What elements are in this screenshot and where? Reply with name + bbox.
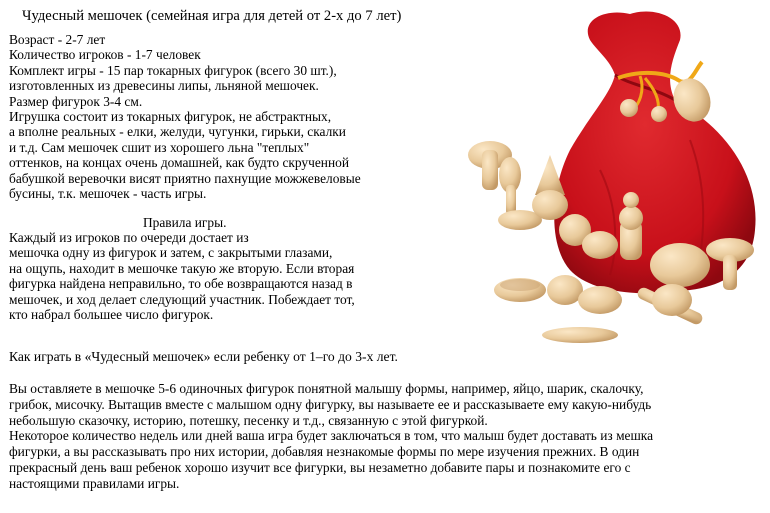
info-line: и т.д. Сам мешочек сшит из хорошего льна "теплых" <box>9 139 310 155</box>
info-line: бабушкой веревочки висят приятно пахнущие можжевеловые <box>9 170 361 186</box>
rules-line: Каждый из игроков по очереди достает из <box>9 230 249 245</box>
info-line: Количество игроков - 1-7 человек <box>9 47 201 63</box>
instruction-line: грибок, мисочку. Вытащив вместе с малышом одну фигурку, вы называете ее и рассказываете ему какую-нибудь <box>9 396 652 412</box>
instruction-line: фигурки, а вы рассказывать про них истории, добавляя незнакомые формы по мере изучения прежних. В один <box>9 444 640 460</box>
game-info <box>9 32 361 201</box>
rules-line: мешочка одну из фигурок и затем, с закрытыми глазами, <box>9 245 333 261</box>
info-line: бусины, т.к. мешочек - часть игры. <box>9 186 207 202</box>
instruction-line: прекрасный день ваш ребенок хорошо изучит все фигурки, вы незаметно добавите пары и познакомите его с <box>9 459 631 475</box>
page-title: Чудесный мешочек (семейная игра для детей от 2-х до 7 лет) <box>22 8 402 24</box>
info-line: Комплект игры - 15 пар токарных фигурок (всего 30 шт.), <box>9 62 337 78</box>
rules-line: на ощупь, находит в мешочке такую же вторую. Если вторая <box>9 260 355 276</box>
product-photo <box>440 0 770 350</box>
info-line: Возраст - 2-7 лет <box>9 32 106 47</box>
info-line: а вполне реальных - елки, желуди, чугунки, гирьки, скалки <box>9 124 346 140</box>
instruction-line: настоящими правилами игры. <box>9 475 180 491</box>
instruction-line: Вы оставляете в мешочке 5-6 одиночных фигурок понятной малышу формы, например, яйцо, шарик, скалочку, <box>9 381 644 396</box>
instruction-line: небольшую сказочку, историю, потешку, песенку и т.д., связанную с этой фигуркой. <box>9 412 488 428</box>
info-line: оттенков, на концах очень домашней, как будто скрученной <box>9 155 349 171</box>
rules-heading: Правила игры. <box>143 215 227 230</box>
info-line: Размер фигурок 3-4 см. <box>9 93 143 109</box>
toddler-instructions <box>9 381 653 492</box>
rules-text <box>9 230 355 322</box>
info-line: Игрушка состоит из токарных фигурок, не абстрактных, <box>9 109 332 125</box>
rules-line: фигурка найдена неправильно, то обе возвращаются назад в <box>9 276 353 292</box>
info-line: изготовленных из древесины липы, льняной мешочек. <box>9 78 319 94</box>
toddler-heading: Как играть в «Чудесный мешочек» если ребенку от 1–го до 3-х лет. <box>9 349 398 364</box>
rules-line: кто набрал большее число фигурок. <box>9 307 214 323</box>
rules-line: мешочек, и ход делает следующий участник. Побеждает тот, <box>9 291 355 307</box>
instruction-line: Некоторое количество недель или дней ваша игра будет заключаться в том, что малыш будет доставать из мешка <box>9 428 654 444</box>
